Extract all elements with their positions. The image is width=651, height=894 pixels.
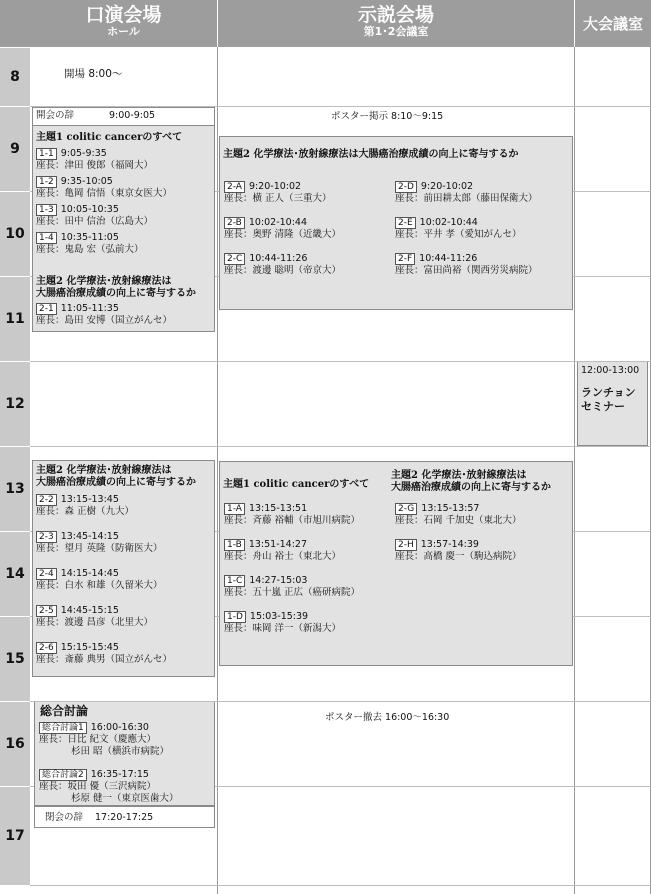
poster-theme2-title-line2: 大腸癌治療成績の向上に寄与するか bbox=[391, 482, 551, 493]
lunch-time: 12:00-13:00 bbox=[581, 365, 640, 376]
session-chair: 座長：平井 孝（愛知がんセ） bbox=[395, 229, 522, 240]
session-tag: 2-1 bbox=[36, 303, 57, 315]
session-item bbox=[224, 253, 341, 277]
hour-label: 17 bbox=[5, 828, 25, 844]
session-chair: 座長：舟山 裕士（東北大） bbox=[224, 551, 342, 562]
poster-right-sessions bbox=[395, 181, 538, 281]
session-tag: 2-4 bbox=[36, 568, 57, 580]
session-tag: 2-2 bbox=[36, 494, 57, 506]
session-tag: 1-4 bbox=[36, 232, 57, 244]
hour-cell bbox=[0, 277, 30, 361]
session-chair: 座長：高橋 慶一（駒込病院） bbox=[395, 551, 522, 562]
session-tag: 2-5 bbox=[36, 605, 57, 617]
header-corner bbox=[0, 0, 30, 47]
hour-label: 15 bbox=[5, 651, 25, 667]
hour-label: 12 bbox=[5, 396, 25, 412]
hour-cell bbox=[0, 702, 30, 786]
session-chair: 座長：森 正樹（九大） bbox=[36, 506, 135, 517]
theme2-title-line1: 主題2 化学療法･放射線療法は bbox=[36, 465, 172, 476]
session-item bbox=[224, 611, 360, 635]
session-time: 10:02-10:44 bbox=[248, 217, 308, 228]
session-time: 10:02-10:44 bbox=[419, 217, 478, 228]
session-tag: 1-B bbox=[224, 539, 245, 551]
poster-venue-header bbox=[218, 0, 574, 47]
hour-cell bbox=[0, 617, 30, 701]
session-chair: 座長：望月 英隆（防衛医大） bbox=[36, 543, 163, 554]
poster-theme2-title: 主題2 化学療法･放射線療法は大腸癌治療成績の向上に寄与するか bbox=[223, 149, 519, 160]
session-item bbox=[224, 503, 360, 527]
general-discussion-block bbox=[34, 702, 215, 806]
lunch-seminar-block bbox=[577, 362, 648, 446]
hour-cell bbox=[0, 48, 30, 106]
session-time: 10:05-10:35 bbox=[60, 204, 119, 215]
session-time: 9:20-10:02 bbox=[248, 181, 302, 192]
session-chair: 座長：坂田 優（三沢病院） bbox=[39, 781, 157, 792]
hour-label: 10 bbox=[5, 226, 25, 242]
row-divider bbox=[30, 446, 651, 447]
session-time: 9:05-9:35 bbox=[60, 148, 107, 159]
session-chair: 座長：斉藤 裕輔（市旭川病院） bbox=[224, 515, 361, 526]
session-time: 14:45-15:15 bbox=[60, 605, 119, 616]
lunch-title-line1: ランチョン bbox=[581, 386, 636, 399]
session-item bbox=[36, 204, 172, 228]
poster-venue-subtitle: 第1･2会議室 bbox=[363, 25, 429, 38]
theme1-title: 主題1 colitic cancerのすべて bbox=[36, 132, 183, 143]
poster-venue-title: 示説会場 bbox=[357, 4, 434, 26]
hour-label: 16 bbox=[5, 736, 25, 752]
session-time: 14:15-14:45 bbox=[60, 568, 119, 579]
closing-speech-block bbox=[34, 806, 215, 828]
row-divider bbox=[30, 885, 651, 886]
session-chair: 座長：奥野 清隆（近畿大） bbox=[224, 229, 342, 240]
theme2-title-line1: 主題2 化学療法･放射線療法は bbox=[36, 276, 172, 287]
session-item bbox=[36, 232, 172, 256]
session-tag: 総合討論1 bbox=[39, 722, 87, 734]
session-time: 11:05-11:35 bbox=[60, 303, 119, 314]
session-time: 16:35-17:15 bbox=[90, 769, 149, 780]
afternoon-oral-block bbox=[32, 460, 215, 677]
theme2-title-line2: 大腸癌治療成績の向上に寄与するか bbox=[36, 477, 196, 488]
oral-venue-header bbox=[30, 0, 217, 47]
session-time: 16:00-16:30 bbox=[90, 722, 149, 733]
session-tag: 1-3 bbox=[36, 204, 57, 216]
morning-theme-box bbox=[33, 125, 214, 331]
hour-cell bbox=[0, 787, 30, 885]
session-chair: 座長：渡邊 聡明（帝京大） bbox=[224, 265, 342, 276]
session-item bbox=[36, 568, 172, 592]
opening-speech-label: 開会の辞 bbox=[36, 110, 75, 121]
session-tag: 2-B bbox=[224, 217, 245, 229]
hour-cell bbox=[0, 362, 30, 446]
session-chair: 座長：石岡 千加史（東北大） bbox=[395, 515, 522, 526]
session-item bbox=[224, 575, 360, 599]
hour-label: 9 bbox=[10, 141, 20, 157]
hour-label: 11 bbox=[5, 311, 25, 327]
hour-cell bbox=[0, 447, 30, 531]
poster-theme2-title-line1: 主題2 化学療法･放射線療法は bbox=[391, 470, 527, 481]
poster-morning-block bbox=[219, 136, 573, 310]
hour-cell bbox=[0, 532, 30, 616]
session-chair: 座長：島田 安博（国立がんセ） bbox=[36, 315, 173, 326]
session-chair: 座長：味岡 洋一（新潟大） bbox=[224, 623, 342, 634]
session-item bbox=[224, 217, 341, 241]
session-chair: 座長：亀岡 信悟（東京女医大） bbox=[36, 188, 173, 199]
session-tag: 2-C bbox=[224, 253, 245, 265]
session-item bbox=[39, 722, 169, 758]
session-time: 13:15-13:57 bbox=[421, 503, 480, 514]
poster-afternoon-block bbox=[219, 461, 573, 666]
column-divider bbox=[574, 47, 575, 894]
poster-theme1-title: 主題1 colitic cancerのすべて bbox=[223, 479, 370, 490]
session-time: 9:35-10:05 bbox=[60, 176, 113, 187]
session-tag: 1-1 bbox=[36, 148, 57, 160]
session-tag: 2-3 bbox=[36, 531, 57, 543]
session-chair: 座長：日比 紀文（慶應大） bbox=[39, 734, 157, 745]
session-item bbox=[36, 642, 172, 666]
session-item bbox=[224, 539, 360, 563]
general-discussion-title: 総合討論 bbox=[40, 704, 89, 718]
session-chair: 座長：津田 俊郎（福岡大） bbox=[36, 160, 154, 171]
session-time: 13:15-13:51 bbox=[248, 503, 308, 514]
hour-cell bbox=[0, 192, 30, 276]
poster-right-sessions bbox=[395, 503, 522, 567]
session-time: 15:15-15:45 bbox=[60, 642, 119, 653]
session-tag: 2-D bbox=[395, 181, 417, 193]
session-chair: 杉原 健一（東京医歯大） bbox=[71, 793, 179, 804]
session-item bbox=[395, 539, 522, 563]
session-time: 10:44-11:26 bbox=[249, 253, 308, 264]
afternoon-session-list bbox=[36, 494, 172, 670]
session-time: 13:15-13:45 bbox=[60, 494, 119, 505]
hour-label: 14 bbox=[5, 566, 25, 582]
session-chair: 座長：富田尚裕（関西労災病院） bbox=[395, 265, 538, 276]
session-chair: 座長：鬼島 宏（弘前大） bbox=[36, 244, 144, 255]
morning-oral-block bbox=[32, 107, 215, 332]
poster-posting-time: ポスター掲示 8:10～9:15 bbox=[331, 111, 444, 122]
theme2-title-line2: 大腸癌治療成績の向上に寄与するか bbox=[36, 288, 196, 299]
session-item bbox=[36, 605, 172, 629]
session-time: 13:45-14:15 bbox=[60, 531, 119, 542]
poster-left-sessions bbox=[224, 503, 360, 639]
session-item bbox=[395, 503, 522, 527]
session-time: 10:44-11:26 bbox=[419, 253, 478, 264]
session-chair: 座長：斎藤 典男（国立がんセ） bbox=[36, 654, 173, 665]
session-chair: 座長：田中 信治（広島大） bbox=[36, 216, 154, 227]
session-chair: 杉田 昭（横浜市病院） bbox=[71, 746, 170, 757]
session-item bbox=[395, 217, 538, 241]
session-time: 10:35-11:05 bbox=[60, 232, 119, 243]
session-tag: 1-2 bbox=[36, 176, 57, 188]
session-item bbox=[36, 303, 172, 327]
session-tag: 2-A bbox=[224, 181, 245, 193]
large-room-title: 大会議室 bbox=[582, 15, 643, 33]
session-tag: 2-6 bbox=[36, 642, 57, 654]
session-item bbox=[395, 253, 538, 277]
closing-speech-time: 17:20-17:25 bbox=[95, 812, 154, 823]
large-room-header bbox=[575, 0, 651, 47]
session-tag: 2-G bbox=[395, 503, 417, 515]
session-time: 13:57-14:39 bbox=[420, 539, 479, 550]
hour-label: 8 bbox=[10, 69, 20, 85]
opening-speech-time: 9:00-9:05 bbox=[109, 110, 156, 121]
session-item bbox=[36, 176, 172, 200]
oral-venue-title: 口演会場 bbox=[85, 4, 162, 26]
theme1-session-list bbox=[36, 148, 172, 260]
session-item bbox=[36, 494, 172, 518]
session-tag: 1-C bbox=[224, 575, 245, 587]
session-tag: 2-E bbox=[395, 217, 416, 229]
session-time: 9:20-10:02 bbox=[420, 181, 474, 192]
opening-time: 開場 8:00～ bbox=[64, 68, 123, 80]
session-tag: 2-H bbox=[395, 539, 417, 551]
session-item bbox=[39, 769, 179, 805]
column-divider bbox=[217, 47, 218, 894]
hour-label: 13 bbox=[5, 481, 25, 497]
session-chair: 座長：白水 和雄（久留米大） bbox=[36, 580, 163, 591]
session-item bbox=[36, 531, 172, 555]
session-item bbox=[395, 181, 538, 205]
session-item bbox=[36, 148, 172, 172]
session-tag: 1-D bbox=[224, 611, 246, 623]
session-chair: 座長：渡邊 昌彦（北里大） bbox=[36, 617, 154, 628]
poster-removal-time: ポスター撤去 16:00～16:30 bbox=[325, 712, 450, 723]
row-divider bbox=[30, 361, 651, 362]
session-time: 14:27-15:03 bbox=[249, 575, 308, 586]
session-time: 15:03-15:39 bbox=[249, 611, 309, 622]
lunch-title-line2: セミナー bbox=[581, 400, 625, 413]
session-tag: 総合討論2 bbox=[39, 769, 87, 781]
session-chair: 座長：横 正人（三重大） bbox=[224, 193, 332, 204]
session-item bbox=[224, 181, 341, 205]
session-time: 13:51-14:27 bbox=[248, 539, 308, 550]
hour-cell bbox=[0, 107, 30, 191]
session-chair: 座長：五十嵐 正広（癌研病院） bbox=[224, 587, 361, 598]
oral-venue-subtitle: ホール bbox=[107, 25, 140, 38]
session-chair: 座長：前田耕太郎（藤田保衛大） bbox=[395, 193, 538, 204]
poster-left-sessions bbox=[224, 181, 341, 281]
closing-speech-label: 閉会の辞 bbox=[45, 812, 84, 823]
session-tag: 1-A bbox=[224, 503, 245, 515]
session-tag: 2-F bbox=[395, 253, 415, 265]
